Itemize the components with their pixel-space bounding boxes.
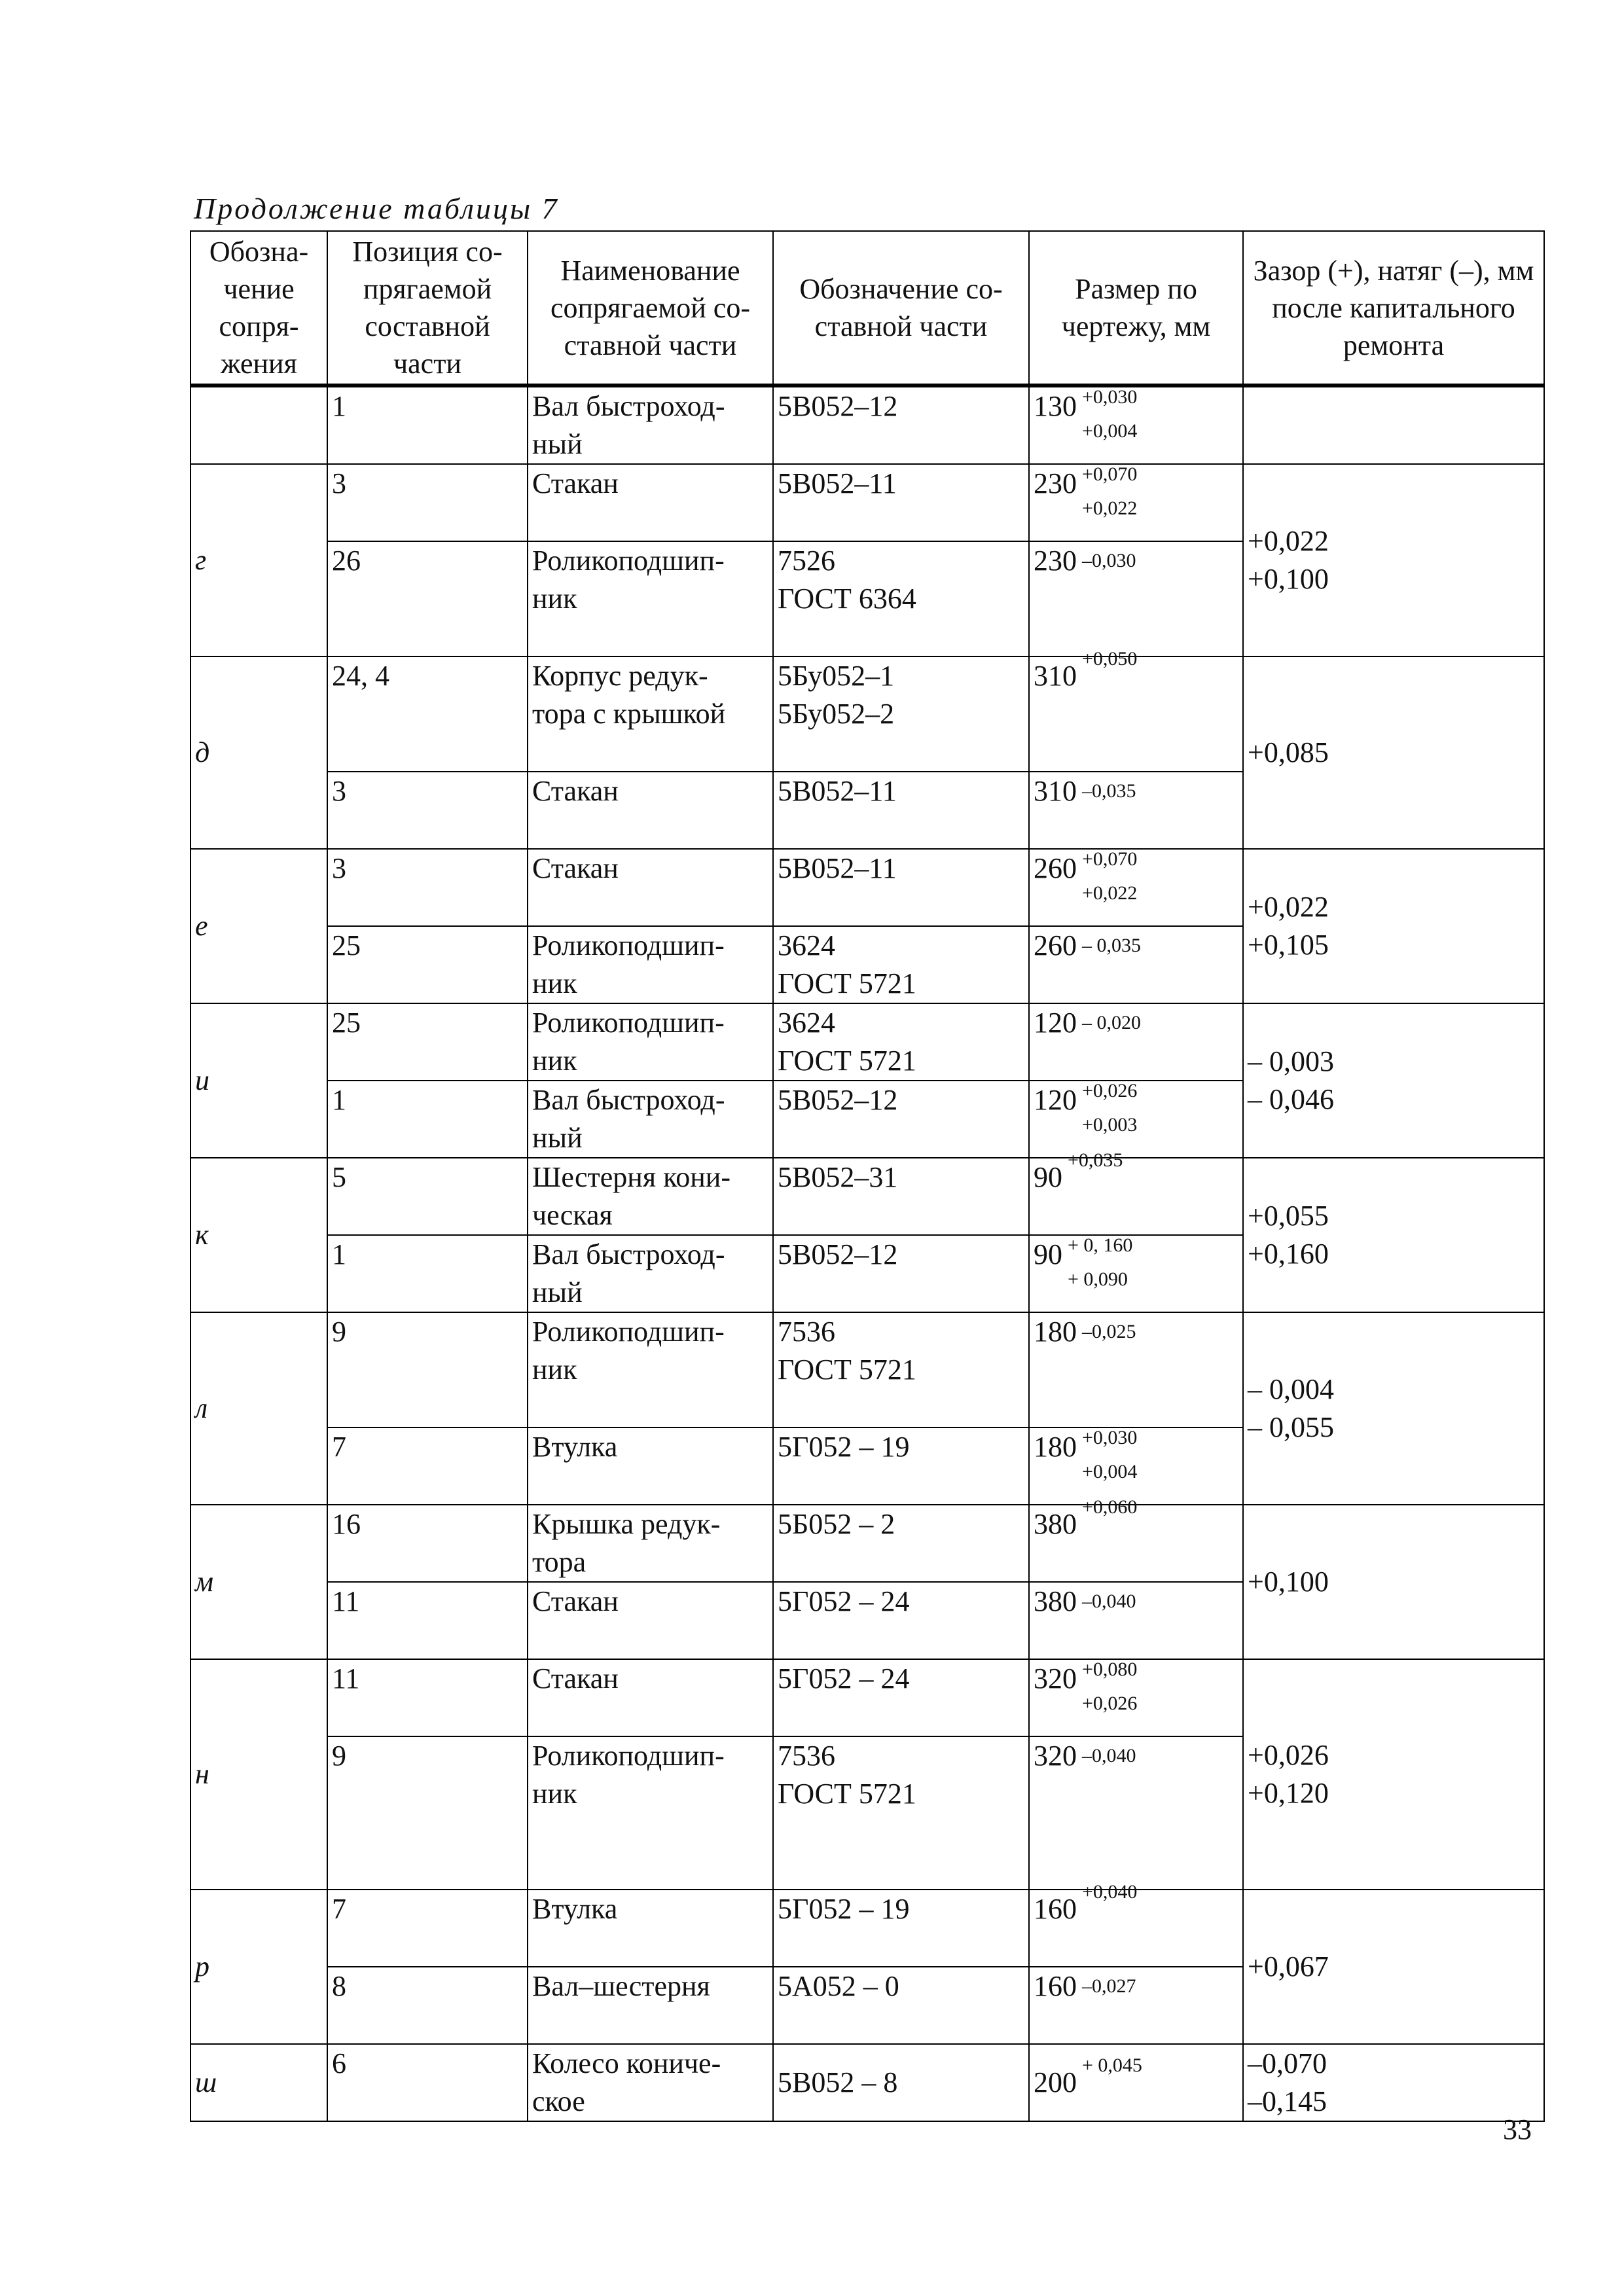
part-designation-line: 3624 (778, 1007, 835, 1039)
part-designation-cell (773, 541, 1029, 656)
upper-deviation: +0,050 (1082, 648, 1138, 670)
part-name-line: ник (532, 1778, 577, 1810)
part-name-line: Стакан (532, 852, 619, 884)
clearance-cell (1243, 2044, 1544, 2121)
part-name-line: ник (532, 967, 577, 999)
part-designation-line: ГОСТ 6364 (778, 583, 916, 615)
part-name-line: Роликоподшип- (532, 1316, 725, 1348)
mate-designation-cell: ш (190, 2044, 327, 2121)
part-name-cell (528, 1582, 773, 1659)
nominal-size: 260 (1034, 852, 1077, 884)
part-name-cell (528, 1312, 773, 1427)
drawing-size-cell (1029, 1149, 1243, 1235)
lower-deviation: +0,004 (1082, 1461, 1138, 1482)
position-cell: 1 (327, 1081, 528, 1158)
part-name-line: тора (532, 1546, 586, 1578)
tolerance-deviations (1068, 1149, 1123, 1171)
lower-deviation: +0,003 (1082, 1114, 1138, 1136)
drawing-size-cell (1029, 926, 1243, 1003)
nominal-size: 200 (1034, 2066, 1077, 2098)
part-designation-cell (773, 1003, 1029, 1081)
part-name-cell (528, 1003, 773, 1081)
clearance-value: +0,067 (1248, 1950, 1329, 1982)
tolerance-deviations (1068, 1236, 1132, 1289)
lower-deviation: +0,022 (1082, 497, 1138, 519)
table-row (190, 1505, 1544, 1582)
clearance-value: –0,145 (1248, 2085, 1327, 2117)
part-name-line: тора с крышкой (532, 698, 726, 730)
part-name-cell (528, 1158, 773, 1235)
drawing-size-cell (1029, 1582, 1243, 1659)
lower-deviation: – 0,020 (1082, 1012, 1141, 1033)
clearance-value: –0,070 (1248, 2047, 1327, 2079)
drawing-size-cell (1029, 1427, 1243, 1505)
part-name-line: Стакан (532, 467, 619, 499)
drawing-size-cell (1029, 1235, 1243, 1312)
position-cell: 1 (327, 386, 528, 464)
clearance-cell (1243, 1659, 1544, 1890)
part-designation-line: ГОСТ 5721 (778, 967, 916, 999)
part-designation-cell (773, 1158, 1029, 1235)
nominal-size: 260 (1034, 929, 1077, 961)
upper-deviation: +0,070 (1082, 848, 1138, 870)
nominal-size: 310 (1034, 775, 1077, 807)
position-cell: 5 (327, 1158, 528, 1235)
part-name-line: Вал быстроход- (532, 1238, 725, 1270)
table-row (190, 1890, 1544, 1967)
table-row (190, 464, 1544, 541)
drawing-size-cell (1029, 1312, 1243, 1427)
part-designation-line: 5Г052 – 24 (778, 1585, 910, 1617)
clearance-value: – 0,003 (1248, 1045, 1334, 1077)
drawing-size-cell (1029, 1881, 1243, 1967)
part-designation-cell (773, 1659, 1029, 1736)
tolerance-deviations (1082, 465, 1137, 518)
tolerance-deviations (1082, 1013, 1141, 1033)
mate-designation-cell: и (190, 1003, 327, 1158)
part-name-line: ник (532, 1045, 577, 1077)
position-cell: 8 (327, 1967, 528, 2044)
position-cell: 7 (327, 1427, 528, 1505)
part-designation-line: 5В052–12 (778, 390, 898, 422)
part-name-cell (528, 849, 773, 926)
clearance-value: +0,100 (1248, 563, 1329, 595)
header-name: Наименование сопрягаемой со-ставной части (528, 231, 773, 386)
part-designation-cell (773, 1582, 1029, 1659)
part-name-cell (528, 386, 773, 464)
position-cell: 25 (327, 926, 528, 1003)
mate-designation-cell: е (190, 849, 327, 1003)
tolerance-deviations (1082, 1746, 1136, 1766)
mate-designation-cell: р (190, 1890, 327, 2044)
part-designation-cell (773, 1736, 1029, 1890)
part-name-line: ник (532, 583, 577, 615)
part-designation-line: 5В052–12 (778, 1238, 898, 1270)
drawing-size-cell (1029, 1659, 1243, 1736)
drawing-size-cell (1029, 849, 1243, 926)
clearance-value: +0,022 (1248, 525, 1329, 557)
nominal-size: 230 (1034, 467, 1077, 499)
lower-deviation: –0,025 (1082, 1321, 1136, 1342)
upper-deviation: +0,070 (1082, 463, 1138, 485)
nominal-size: 310 (1034, 660, 1077, 692)
lower-deviation: +0,022 (1082, 882, 1138, 904)
mate-designation-cell: к (190, 1158, 327, 1312)
position-cell: 9 (327, 1312, 528, 1427)
part-designation-cell (773, 656, 1029, 772)
page-number: 33 (1503, 2113, 1532, 2145)
position-cell: 7 (327, 1890, 528, 1967)
table-row (190, 1158, 1544, 1235)
upper-deviation: +0,030 (1082, 386, 1138, 408)
upper-deviation: +0,040 (1082, 1881, 1138, 1903)
nominal-size: 230 (1034, 545, 1077, 577)
clearance-value: +0,026 (1248, 1739, 1329, 1771)
drawing-size-cell (1029, 772, 1243, 849)
tolerance-deviations (1082, 1660, 1137, 1713)
upper-deviation: +0,035 (1068, 1149, 1123, 1171)
position-cell: 25 (327, 1003, 528, 1081)
position-cell: 6 (327, 2044, 528, 2121)
clearance-cell (1243, 1158, 1544, 1312)
part-name-line: Вал быстроход- (532, 390, 725, 422)
part-name-cell (528, 926, 773, 1003)
part-designation-line: 5В052–11 (778, 852, 897, 884)
nominal-size: 180 (1034, 1431, 1077, 1463)
part-name-line: Втулка (532, 1893, 618, 1925)
clearance-value: +0,120 (1248, 1777, 1329, 1809)
table-row (190, 656, 1544, 772)
drawing-size-cell (1029, 541, 1243, 656)
part-name-line: Шестерня кони- (532, 1161, 731, 1193)
part-designation-cell (773, 464, 1029, 541)
nominal-size: 130 (1034, 390, 1077, 422)
part-name-cell (528, 1235, 773, 1312)
lower-deviation: –0,040 (1082, 1590, 1136, 1612)
part-designation-line: ГОСТ 5721 (778, 1778, 916, 1810)
mate-designation-cell: г (190, 464, 327, 656)
nominal-size: 120 (1034, 1007, 1077, 1039)
part-name-line: ный (532, 1276, 583, 1308)
clearance-value: – 0,004 (1248, 1373, 1334, 1405)
upper-deviation: +0,060 (1082, 1496, 1138, 1518)
part-name-line: ческая (532, 1199, 613, 1231)
part-name-cell (528, 1967, 773, 2044)
part-designation-line: 5Бу052–1 (778, 660, 895, 692)
upper-deviation: +0,080 (1082, 1659, 1138, 1680)
clearance-cell (1243, 386, 1544, 464)
drawing-size-cell (1029, 648, 1243, 772)
position-cell: 9 (327, 1736, 528, 1890)
position-cell: 11 (327, 1582, 528, 1659)
drawing-size-cell (1029, 1081, 1243, 1158)
part-name-cell (528, 1081, 773, 1158)
part-designation-line: 5Б052 – 2 (778, 1508, 895, 1540)
drawing-size-cell (1029, 464, 1243, 541)
nominal-size: 320 (1034, 1740, 1077, 1772)
part-designation-cell (773, 1235, 1029, 1312)
part-name-line: Роликоподшип- (532, 929, 725, 961)
lower-deviation: +0,004 (1082, 420, 1138, 442)
part-designation-line: 5Г052 – 19 (778, 1893, 910, 1925)
header-size: Размер по чертежу, мм (1029, 231, 1243, 386)
tolerance-deviations (1082, 936, 1141, 956)
part-name-line: Роликоподшип- (532, 545, 725, 577)
clearance-cell (1243, 1505, 1544, 1659)
table-row (190, 1312, 1544, 1427)
part-name-cell (528, 772, 773, 849)
nominal-size: 180 (1034, 1316, 1077, 1348)
part-designation-line: 5А052 – 0 (778, 1970, 899, 2002)
mate-designation-cell: д (190, 656, 327, 849)
lower-deviation: –0,040 (1082, 1745, 1136, 1767)
tolerance-deviations (1082, 551, 1136, 571)
part-name-cell (528, 1736, 773, 1890)
part-designation-line: 7536 (778, 1316, 835, 1348)
part-designation-cell (773, 1967, 1029, 2044)
clearance-value: +0,160 (1248, 1238, 1329, 1270)
tolerance-deviations (1082, 1592, 1136, 1611)
position-cell: 26 (327, 541, 528, 656)
clearance-value: – 0,046 (1248, 1083, 1334, 1115)
nominal-size: 380 (1034, 1585, 1077, 1617)
header-mate: Обозна-чение сопря-жения (190, 231, 327, 386)
table-row (190, 849, 1544, 926)
part-name-cell (528, 1427, 773, 1505)
part-designation-cell (773, 2044, 1029, 2121)
drawing-size-cell (1029, 1736, 1243, 1890)
mate-designation-cell: м (190, 1505, 327, 1659)
part-designation-line: 5Г052 – 19 (778, 1431, 910, 1463)
clearance-cell (1243, 656, 1544, 849)
drawing-size-cell (1029, 1496, 1243, 1582)
part-designation-cell (773, 386, 1029, 464)
header-designation: Обозначение со-ставной части (773, 231, 1029, 386)
nominal-size: 380 (1034, 1508, 1077, 1540)
tolerance-deviations (1082, 1322, 1136, 1342)
part-name-line: Стакан (532, 1662, 619, 1695)
part-name-line: Стакан (532, 1585, 619, 1617)
table-caption: Продолжение таблицы 7 (194, 192, 559, 225)
header-clearance: Зазор (+), натяг (–), мм после капитального ремонта (1243, 231, 1544, 386)
part-designation-cell (773, 1081, 1029, 1158)
mate-designation-cell (190, 386, 327, 464)
upper-deviation: + 0,045 (1082, 2054, 1142, 2076)
part-name-line: ское (532, 2085, 585, 2117)
mating-parts-table (190, 230, 1545, 2122)
clearance-value: +0,055 (1248, 1200, 1329, 1232)
part-name-cell (528, 1890, 773, 1967)
part-name-line: Вал–шестерня (532, 1970, 710, 2002)
drawing-size-cell (1029, 2044, 1243, 2121)
part-designation-line: 7536 (778, 1740, 835, 1772)
part-designation-cell (773, 926, 1029, 1003)
part-name-cell (528, 1505, 773, 1582)
part-name-line: Втулка (532, 1431, 618, 1463)
part-designation-cell (773, 1505, 1029, 1582)
part-designation-line: 5В052 – 8 (778, 2066, 898, 2098)
clearance-cell (1243, 1003, 1544, 1158)
part-designation-line: 5В052–12 (778, 1084, 898, 1116)
part-designation-line: 5Г052 – 24 (778, 1662, 910, 1695)
tolerance-deviations (1082, 1428, 1137, 1482)
part-designation-cell (773, 849, 1029, 926)
clearance-cell (1243, 1890, 1544, 2044)
table-row (190, 1659, 1544, 1736)
tolerance-deviations (1082, 1496, 1138, 1518)
upper-deviation: +0,026 (1082, 1080, 1138, 1102)
part-designation-cell (773, 1890, 1029, 1967)
drawing-size-cell (1029, 1003, 1243, 1081)
mate-designation-cell: л (190, 1312, 327, 1505)
part-name-line: Крышка редук- (532, 1508, 721, 1540)
part-name-cell (528, 656, 773, 772)
part-name-cell (528, 1659, 773, 1736)
mate-designation-cell: н (190, 1659, 327, 1890)
nominal-size: 90 (1034, 1161, 1062, 1193)
part-name-line: ник (532, 1354, 577, 1386)
part-designation-cell (773, 1427, 1029, 1505)
position-cell: 11 (327, 1659, 528, 1736)
part-name-cell (528, 464, 773, 541)
clearance-value: +0,085 (1248, 736, 1329, 768)
position-cell: 1 (327, 1235, 528, 1312)
upper-deviation: + 0, 160 (1068, 1234, 1133, 1256)
clearance-cell (1243, 464, 1544, 656)
tolerance-deviations (1082, 387, 1137, 441)
part-designation-line: 5В052–31 (778, 1161, 898, 1193)
clearance-value: +0,105 (1248, 929, 1329, 961)
part-name-line: Вал быстроход- (532, 1084, 725, 1116)
drawing-size-cell (1029, 386, 1243, 464)
clearance-cell (1243, 1312, 1544, 1505)
table-row (190, 386, 1544, 464)
position-cell: 16 (327, 1505, 528, 1582)
clearance-cell (1243, 849, 1544, 1003)
part-designation-line: 5В052–11 (778, 775, 897, 807)
position-cell: 3 (327, 464, 528, 541)
drawing-size-cell (1029, 1967, 1243, 2044)
tolerance-deviations (1082, 1881, 1138, 1903)
tolerance-deviations (1082, 1977, 1136, 1996)
part-designation-line: 3624 (778, 929, 835, 961)
tolerance-deviations (1082, 2054, 1142, 2076)
tolerance-deviations (1082, 850, 1137, 903)
position-cell: 24, 4 (327, 656, 528, 772)
lower-deviation: – 0,035 (1082, 935, 1141, 956)
nominal-size: 160 (1034, 1893, 1077, 1925)
clearance-value: – 0,055 (1248, 1411, 1334, 1443)
table-body (190, 386, 1544, 2121)
part-name-line: ный (532, 1122, 583, 1154)
tolerance-deviations (1082, 781, 1136, 801)
part-name-line: ный (532, 428, 583, 460)
position-cell: 3 (327, 849, 528, 926)
lower-deviation: –0,035 (1082, 780, 1136, 802)
part-designation-line: 5В052–11 (778, 467, 897, 499)
nominal-size: 120 (1034, 1084, 1077, 1116)
lower-deviation: –0,027 (1082, 1975, 1136, 1997)
clearance-value: +0,022 (1248, 891, 1329, 923)
table-row (190, 1003, 1544, 1081)
lower-deviation: +0,026 (1082, 1693, 1138, 1714)
upper-deviation: +0,030 (1082, 1427, 1138, 1448)
table-header-row (190, 231, 1544, 386)
nominal-size: 160 (1034, 1970, 1077, 2002)
part-designation-line: ГОСТ 5721 (778, 1354, 916, 1386)
part-name-line: Роликоподшип- (532, 1007, 725, 1039)
part-name-line: Колесо кониче- (532, 2047, 721, 2079)
clearance-value: +0,100 (1248, 1566, 1329, 1598)
nominal-size: 320 (1034, 1662, 1077, 1695)
position-cell: 3 (327, 772, 528, 849)
part-name-cell (528, 2044, 773, 2121)
part-designation-cell (773, 1312, 1029, 1427)
part-name-line: Роликоподшип- (532, 1740, 725, 1772)
part-designation-line: 7526 (778, 545, 835, 577)
part-name-line: Стакан (532, 775, 619, 807)
part-designation-cell (773, 772, 1029, 849)
part-name-cell (528, 541, 773, 656)
lower-deviation: –0,030 (1082, 550, 1136, 571)
table-row (190, 2044, 1544, 2121)
nominal-size: 90 (1034, 1238, 1062, 1270)
header-position: Позиция со-прягаемой составной части (327, 231, 528, 386)
tolerance-deviations (1082, 648, 1138, 670)
tolerance-deviations (1082, 1081, 1137, 1135)
part-designation-line: ГОСТ 5721 (778, 1045, 916, 1077)
part-name-line: Корпус редук- (532, 660, 708, 692)
part-designation-line: 5Бу052–2 (778, 698, 895, 730)
lower-deviation: + 0,090 (1068, 1268, 1128, 1290)
